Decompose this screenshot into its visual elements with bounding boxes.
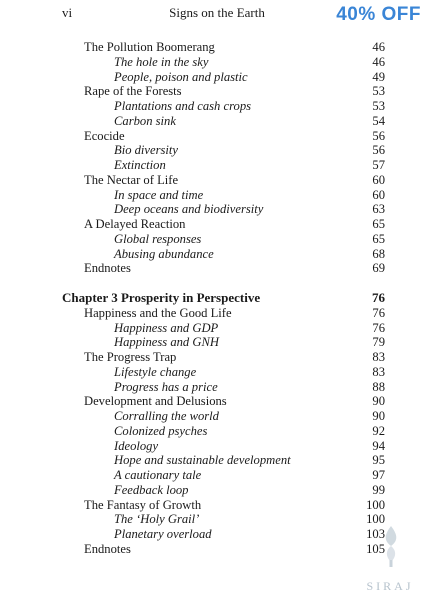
toc-subentry: [62, 99, 385, 114]
toc-subentry: [62, 70, 385, 85]
toc-entry-title: A cautionary tale: [114, 468, 202, 482]
toc-subentry: [62, 424, 385, 439]
toc-subentry: [62, 202, 385, 217]
toc-entry-title: Plantations and cash crops: [114, 99, 252, 113]
toc-entry-title: The ‘Holy Grail’: [114, 512, 200, 527]
toc-entry: [62, 217, 385, 232]
toc-entry-title: Happiness and GDP: [114, 320, 219, 335]
toc-subentry: [62, 335, 385, 350]
toc-section-part2: [62, 306, 385, 557]
toc-page-number: 79: [372, 335, 385, 350]
toc-subentry: [62, 380, 385, 395]
toc-entry-title: Carbon sink: [114, 113, 176, 128]
toc-entry-title: Ideology: [114, 438, 159, 453]
toc-entry: [62, 40, 385, 55]
toc-entry-title: Hope and sustainable development: [114, 453, 291, 468]
toc-subentry: [62, 409, 385, 424]
toc-page-number: 92: [372, 423, 385, 438]
toc-page-number: 46: [372, 54, 385, 69]
toc-entry: [62, 261, 385, 276]
toc-page-number: 90: [372, 409, 385, 423]
toc-entry: [62, 173, 385, 188]
toc-page-number: 103: [366, 527, 385, 541]
toc-entry-title: The Nectar of Life: [84, 172, 179, 187]
toc-entry-title: Endnotes: [84, 261, 131, 276]
toc-entry-title: Happiness and the Good Life: [84, 305, 232, 320]
toc-page-number: 56: [372, 143, 385, 158]
toc-subentry: [62, 468, 385, 483]
toc-page-number: 57: [372, 158, 385, 172]
toc-entry-title: In space and time: [114, 187, 204, 202]
toc-subentry: [62, 55, 385, 70]
toc-entry: [62, 129, 385, 144]
toc-entry-title: Happiness and GNH: [114, 335, 219, 350]
toc-entry-title: Endnotes: [84, 541, 131, 556]
toc-page-number: 83: [372, 350, 385, 364]
toc-entry-title: A Delayed Reaction: [84, 217, 186, 231]
toc-page-number: 65: [372, 231, 385, 246]
page-number: vi: [62, 5, 73, 20]
toc-entry: [62, 542, 385, 557]
toc-page-number: 53: [372, 99, 385, 113]
toc-page-number: 95: [372, 453, 385, 468]
toc-entry-title: Lifestyle change: [114, 364, 197, 379]
toc-subentry: [62, 483, 385, 498]
toc-subentry: [62, 439, 385, 454]
toc-page-number: 100: [366, 512, 385, 527]
siraj-watermark: [359, 524, 421, 594]
toc-section-part1: [62, 40, 385, 276]
toc-page-number: 53: [372, 84, 385, 99]
toc-entry-title: Deep oceans and biodiversity: [114, 202, 264, 217]
discount-badge: 40% OFF: [336, 4, 421, 25]
toc-subentry: [62, 527, 385, 542]
toc-entry-title: Planetary overload: [114, 527, 212, 541]
siraj-logo-icon: [377, 524, 405, 568]
toc-page-number: 69: [372, 261, 385, 276]
toc-subentry: [62, 512, 385, 527]
toc-entry-title: Global responses: [114, 231, 202, 246]
toc-page-number: 60: [372, 172, 385, 187]
toc-entry-title: The Fantasy of Growth: [84, 497, 202, 512]
toc-page-number: 63: [372, 202, 385, 217]
toc-entry-title: The Progress Trap: [84, 350, 177, 364]
toc-entry: [62, 306, 385, 321]
toc-page-number: 99: [372, 482, 385, 497]
toc-page-number: 94: [372, 438, 385, 453]
toc-subentry: [62, 365, 385, 380]
toc-entry-title: The Pollution Boomerang: [84, 40, 215, 54]
chapter-title: Chapter 3 Prosperity in Perspective: [62, 290, 261, 305]
section-gap: [62, 276, 385, 291]
toc-page-number: 46: [372, 40, 385, 54]
watermark-text: SIRAJ: [366, 579, 414, 593]
page-header: [62, 4, 372, 22]
toc-page-number: 88: [372, 379, 385, 394]
toc-page-number: 105: [366, 541, 385, 556]
toc-entry-title: Rape of the Forests: [84, 84, 182, 99]
running-title: Signs on the Earth: [169, 5, 265, 20]
toc-entry: [62, 350, 385, 365]
toc-entry-title: Feedback loop: [114, 482, 189, 497]
toc-subentry: [62, 158, 385, 173]
toc-page-number: 76: [372, 320, 385, 335]
toc-page-number: 60: [372, 187, 385, 202]
toc-subentry: [62, 114, 385, 129]
toc-page-number: 56: [372, 128, 385, 143]
toc-page-number: 68: [372, 246, 385, 261]
toc-entry-title: Extinction: [114, 158, 166, 172]
toc-subentry: [62, 247, 385, 262]
chapter-page-number: 76: [372, 290, 385, 305]
toc-entry-title: People, poison and plastic: [114, 69, 248, 84]
toc-chapter-heading: [62, 291, 385, 306]
toc-page-number: 65: [372, 217, 385, 231]
toc-entry-title: Development and Delusions: [84, 394, 227, 409]
toc-entry-title: Progress has a price: [114, 379, 218, 394]
toc-page-number: 49: [372, 69, 385, 84]
toc-entry-title: Bio diversity: [114, 143, 179, 158]
toc-entry-title: Abusing abundance: [114, 246, 214, 261]
toc-entry-title: The hole in the sky: [114, 54, 209, 69]
toc-page-number: 90: [372, 394, 385, 409]
toc-page-number: 54: [372, 113, 385, 128]
toc-page-number: 100: [366, 497, 385, 512]
toc-page-number: 97: [372, 468, 385, 482]
toc-entry: [62, 498, 385, 513]
toc-entry-title: Colonized psyches: [114, 423, 208, 438]
toc-entry-title: Ecocide: [84, 128, 125, 143]
toc-page-number: 83: [372, 364, 385, 379]
toc-subentry: [62, 143, 385, 158]
table-of-contents: [62, 40, 385, 557]
toc-subentry: [62, 188, 385, 203]
toc-entry: [62, 394, 385, 409]
toc-subentry: [62, 321, 385, 336]
toc-subentry: [62, 232, 385, 247]
toc-page-number: 76: [372, 305, 385, 320]
toc-entry: [62, 84, 385, 99]
toc-subentry: [62, 453, 385, 468]
toc-entry-title: Corralling the world: [114, 409, 219, 423]
